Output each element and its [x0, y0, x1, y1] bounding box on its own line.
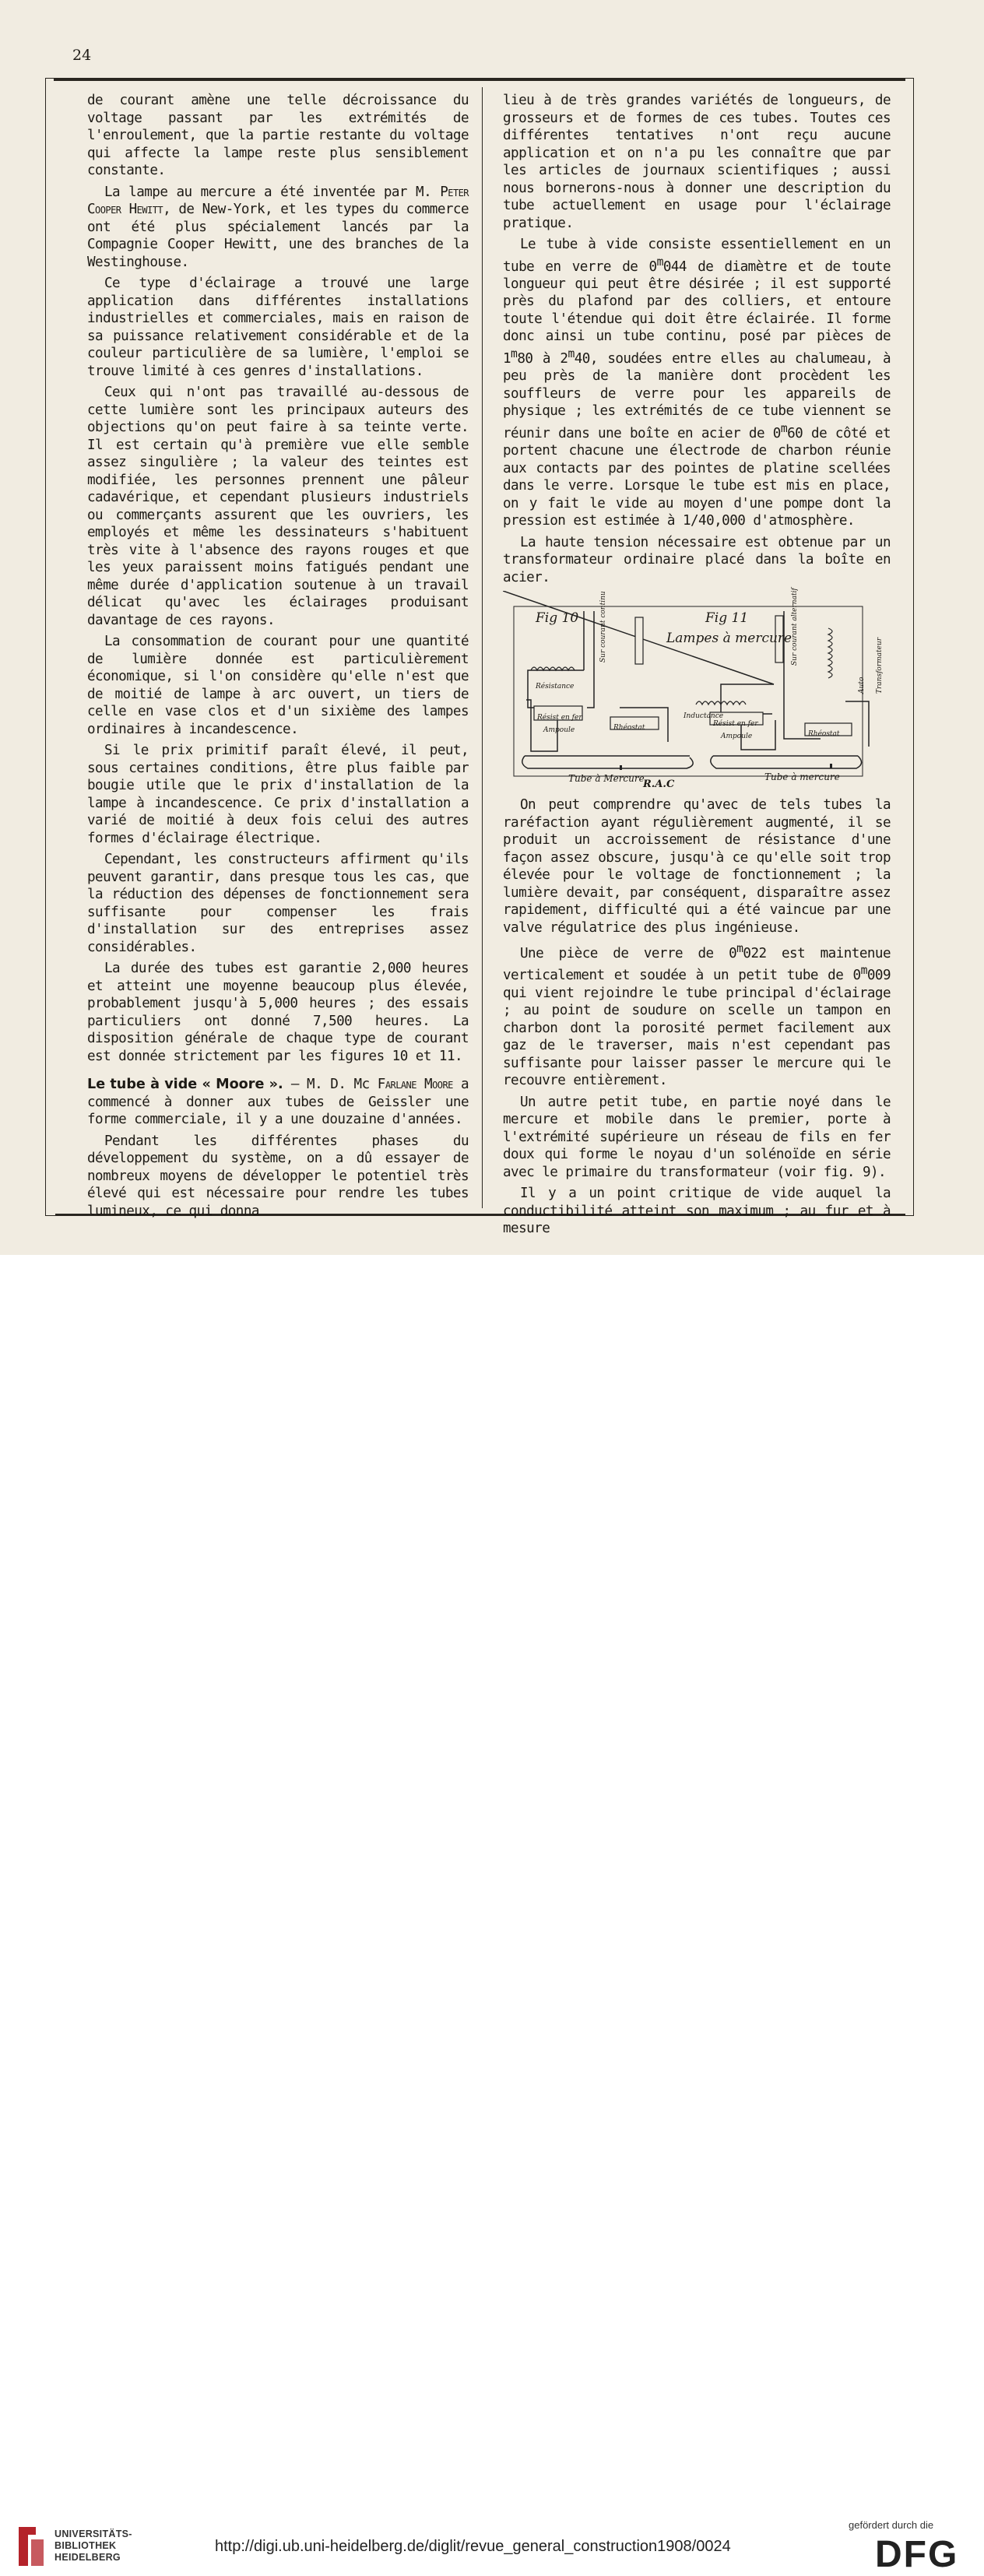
- label-dc-current: Sur courant continu: [599, 591, 607, 663]
- paragraph: La durée des tubes est garantie 2,000 heures et atteint une moyenne beaucoup plus élevée, probablement jusqu'à 5,000 heures ; des essais particuliers ont donné 7,500 heures. La disposition générale de chaque type de courant est donnée strictement par les figures 10 et 11.: [87, 961, 469, 1064]
- fig11-title: Lampes à mercure: [666, 631, 792, 647]
- label-ac-current: Sur courant alternatif: [791, 588, 799, 666]
- paragraph: La lampe au mercure a été inventée par M. Peter Cooper Hewitt, de New-York, et les types du commerce ont été plus spécialement lancés par la Compagnie Cooper Hewitt, une des branches de la Westinghouse.: [87, 184, 469, 270]
- section-heading: Le tube à vide « Moore ».: [87, 1077, 283, 1092]
- section-heading-paragraph: Le tube à vide « Moore ». — M. D. Mc Farlane Moore a commencé à donner aux tubes de Geissler une forme commerciale, il y a une douzaine d'années.: [87, 1077, 469, 1127]
- paragraph: Cependant, les constructeurs affirment qu'ils peuvent garantir, dans presque tous les cas, que la réduction des dépenses de fonctionnement sera suffisante pour compenser les frais d'installation sur des entreprises assez considérables.: [87, 852, 469, 955]
- fig11-label: Fig 11: [705, 610, 749, 627]
- label-tube-mercure-2: Tube à mercure: [764, 771, 840, 783]
- label-resist-en-fer: Résist en fer: [537, 714, 582, 722]
- label-resist-en-fer-2: Résist en fer: [713, 720, 758, 729]
- source-url-link[interactable]: http://digi.ub.uni-heidelberg.de/diglit/revue_general_construction1908/0024: [215, 2538, 731, 2555]
- university-library-logo-icon: [12, 2524, 48, 2569]
- paragraph: Ceux qui n'ont pas travaillé au-dessous de cette lumière sont les principaux auteurs des objections qu'on peut faire à sa teinte verte. Il est certain qu'à première vue elle semble assez singulière ; la valeur des teintes est modifiée, les personnes prennent une pâleur cadavérique, et cependant plusieurs industriels ou commerçants assurent que les ouvriers, les employés et même les dessinateurs s'habituent très vite à l'absence des rayons rouges et que les yeux paraissent moins fatigués pendant une même durée d'application soutenue à un travail délicat qu'avec les éclairages produisant davantage de ces rayons.: [87, 385, 469, 628]
- paragraph: Si le prix primitif paraît élevé, il peut, sous certaines conditions, être plus faible par bougie utile que le prix d'installation de la lampe à incandescence. Ce prix d'installation a varié de moitié à deux fois celui des autres formes d'éclairage électrique.: [87, 743, 469, 846]
- paragraph: Ce type d'éclairage a trouvé une large application dans différentes installations industrielles et commerciales, mais en raison de sa puissance relativement considérable et de la couleur particulière de sa lumière, l'emploi se trouve limité à ces genres d'installations.: [87, 276, 469, 379]
- label-rheostat-2: Rhéostat: [808, 730, 840, 739]
- funded-by-label: gefördert durch die: [849, 2519, 934, 2531]
- label-rheostat: Rhéostat: [613, 724, 645, 733]
- paragraph: Il y a un point critique de vide auquel la conductibilité atteint son maximum ; au fur et à mesure: [503, 1186, 891, 1237]
- paragraph: La consommation de courant pour une quantité de lumière donnée est particulièrement économique, si l'on considère qu'elle n'est que de moitié de lampe à arc ouvert, un tiers de celle en vase clos et d'un sixième des lampes ordinaires à incandescence.: [87, 634, 469, 737]
- footer-bar: [0, 1255, 984, 2575]
- person-name: Farlane Moore: [377, 1077, 453, 1092]
- library-name: UNIVERSITÄTS- BIBLIOTHEK HEIDELBERG: [54, 2529, 132, 2563]
- label-ampoule: Ampoule: [543, 726, 575, 735]
- label-tube-mercure: Tube à Mercure: [568, 773, 645, 785]
- paragraph: lieu à de très grandes variétés de longueurs, de grosseurs et de formes de ces tubes. Toutes ces différentes tentatives n'ont reçu aucune application et on n'a pu les connaître que par les articles de journaux scientifiques ; aussi nous bornerons-nous à donner une description du tube actuellement en usage pour l'éclairage pratique.: [503, 93, 891, 231]
- paragraph: La haute tension nécessaire est obtenue par un transformateur ordinaire placé dans la boîte en acier.: [503, 534, 891, 585]
- right-column: [503, 92, 891, 1242]
- paragraph: On peut comprendre qu'avec de tels tubes la raréfaction ayant régulièrement augmenté, il se produit un accroissement de résistance d'une façon assez obscure, jusqu'à ce qu'elle soit trop élevée pour le voltage de fonctionnement ; la lumière devait, par conséquent, disparaître assez rapidement, difficulté qui a été vaincue par une valve régulatrice des plus ingénieuse.: [503, 797, 891, 936]
- paragraph: Le tube à vide consiste essentiellement en un tube en verre de 0$^m$044 de diamètre et de toute longueur qui peut être désirée ; il est supporté près du plafond par des colliers, et entoure toute l'étendue qui doit être éclairée. Il forme donc ainsi un tube continu, posé par pièces de 1$^m$80 à 2$^m$40, soudées entre elles au chalumeau, à peu près de la manière dont procèdent les souffleurs de verre pour les appareils de physique ; les extrémités de ce tube viennent se réunir dans une boîte en acier de 0$^m$60 de côté et portent chacune une électrode de charbon réunie aux contacts par des pointes de platine scellées dans le verre. Lorsque le tube est mis en place, on y fait le vide au moyen d'une pompe dont la pression est estimée à 1/40,000 d'atmosphère.: [503, 237, 891, 529]
- paragraph: Un autre petit tube, en partie noyé dans le mercure et mobile dans le premier, porte à l'extrémité supérieure un réseau de fils en fer doux qui forme le noyau d'un solénoïde en série avec le primaire du transformateur (voir fig. 9).: [503, 1094, 891, 1180]
- label-resistance: Résistance: [536, 683, 575, 691]
- person-name: Peter Cooper Hewitt: [87, 184, 469, 217]
- label-ampoule-2: Ampoule: [721, 733, 753, 741]
- page-number: 24: [72, 47, 92, 64]
- paragraph: de courant amène une telle décroissance du voltage passant par les extrémités de l'enroulement, que la partie restante du voltage qui affecte la lampe reste plus sensiblement constante.: [87, 93, 469, 178]
- label-inductance: Inductance: [684, 712, 724, 721]
- dfg-logo: DFG: [875, 2534, 959, 2575]
- paragraph: Pendant les différentes phases du développement du système, on a dû essayer de nombreux moyens de développer le potentiel très élevé qui est nécessaire pour rendre les tubes lumineux, ce qui donna: [87, 1133, 469, 1219]
- figure-10-11-wiring-diagram: [503, 588, 891, 791]
- left-column: [87, 92, 469, 1224]
- column-divider: [482, 87, 483, 1208]
- label-rac: R.A.C: [643, 778, 675, 791]
- scanned-page: [0, 0, 984, 1255]
- fig10-label: Fig 10: [536, 610, 579, 627]
- label-auto-transformer: Auto Transformateur: [858, 637, 884, 694]
- paragraph: Une pièce de verre de 0$^m$022 est maintenue verticalement et soudée à un petit tube de 0$^m$009 qui vient rejoindre le tube principal d'éclairage ; au point de soudure on scelle un tampon en charbon dont la porosité permet facilement aux gaz de le traverser, mais n'est cependant pas suffisante pour laisser passer le mercure qui le recouvre entièrement.: [503, 942, 891, 1089]
